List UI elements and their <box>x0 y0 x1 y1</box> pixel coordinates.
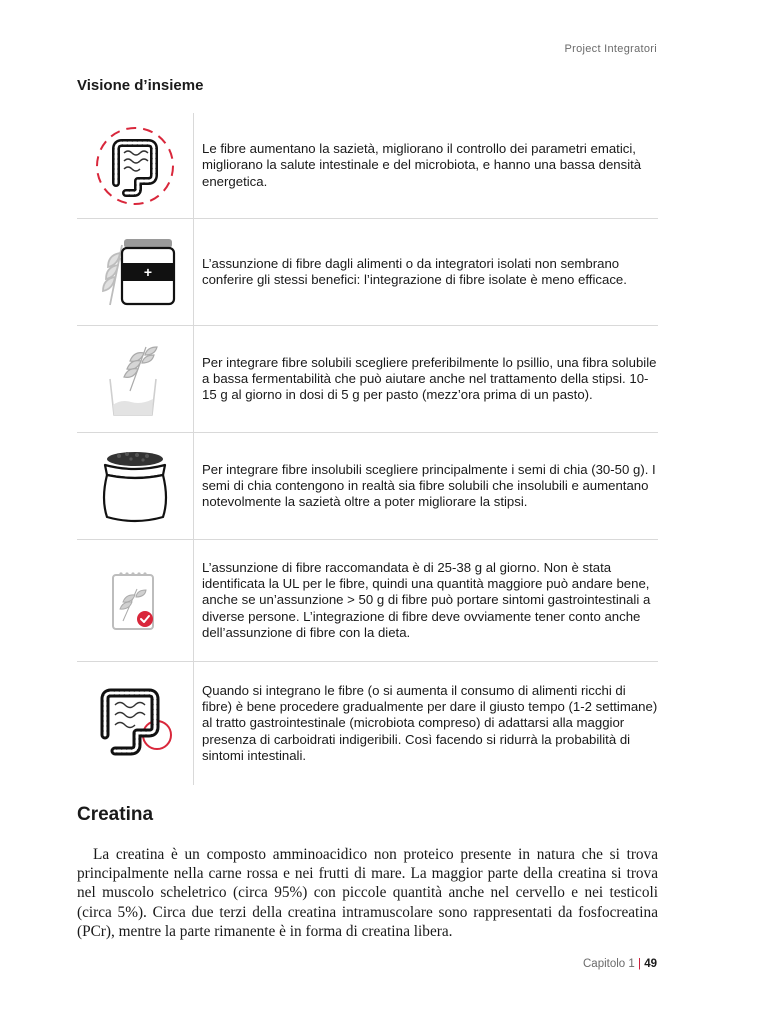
supplement-jar-wheat-icon <box>77 219 194 325</box>
overview-row <box>77 326 658 433</box>
intestine-icon <box>77 113 194 218</box>
seed-bag-icon <box>77 433 194 539</box>
overview-row-text: L’assunzione di fibre dagli alimenti o da integratori isolati non sembrano conferire gli stessi benefici: l’integrazione di fibre isolate è meno efficace. <box>202 255 627 287</box>
overview-row <box>77 113 658 219</box>
overview-row-text: Per integrare fibre insolubili scegliere principalmente i semi di chia (30-50 g). I semi di chia contengono in realtà sia fibre solubili che insolubili e aumentano notevolmente la sazietà oltre a poter migliorare la stipsi. <box>202 461 656 510</box>
glass-wheat-icon <box>77 326 194 432</box>
running-header: Project Integratori <box>564 43 657 55</box>
section-heading: Creatina <box>77 804 154 825</box>
page-footer <box>583 958 657 970</box>
overview-row-text: Quando si integrano le fibre (o si aumenta il consumo di alimenti ricchi di fibre) è bene procedere gradualmente per dare il giusto tempo (1-2 settimane) al tratto gastrointestinale (microbiota compreso) di adattarsi alla maggior presenza di carboidrati indigeribili. Così facendo si ridurrà la probabilità di sintomi intestinali. <box>202 682 658 763</box>
overview-row-text: Le fibre aumentano la sazietà, migliorano il controllo dei parametri ematici, migliorano la salute intestinale e del microbiota, e hanno una bassa densità energetica. <box>202 141 642 189</box>
page-number: 49 <box>644 958 657 970</box>
body-paragraph: La creatina è un composto amminoacidico non proteico presente in natura che si trova principalmente nella carne rossa e nei frutti di mare. La maggior parte della creatina si trova nel muscolo scheletrico (circa 95%) con piccole quantità anche nel cervello e nei testicoli (circa 5%). Circa due terzi della creatina intramuscolare sono rappresentati da fosfocreatina (PCr), mentre la parte rimanente è in forma di creatina libera. <box>77 846 658 940</box>
notepad-check-icon <box>77 540 194 661</box>
svg-text:+: + <box>143 264 153 280</box>
overview-row <box>77 219 658 326</box>
overview-row-text: Per integrare fibre solubili scegliere preferibilmente lo psillio, una fibra solubile a bassa fermentabilità che può aiutare anche nel trattamento della stipsi. 10-15 g al giorno in dosi di 5 g per pasto (mezz’ora prima di un pasto). <box>202 354 657 403</box>
overview-row <box>77 433 658 540</box>
footer-separator: | <box>638 958 641 970</box>
overview-table <box>77 113 658 785</box>
overview-row <box>77 662 658 785</box>
overview-title: Visione d’insieme <box>77 77 204 94</box>
intestine-alert-icon <box>77 662 194 785</box>
chapter-label: Capitolo 1 <box>583 958 635 970</box>
overview-row-text: L’assunzione di fibre raccomandata è di 25-38 g al giorno. Non è stata identificata la UL per le fibre, quindi una quantità maggiore può andare bene, anche se un’assunzione > 50 g di fibre può portare sintomi gastrointestinali a diverse persone. L’integrazione di fibre deve ovviamente tener conto anche dell’assunzione di fibre con la dieta. <box>202 559 651 640</box>
overview-row <box>77 540 658 662</box>
